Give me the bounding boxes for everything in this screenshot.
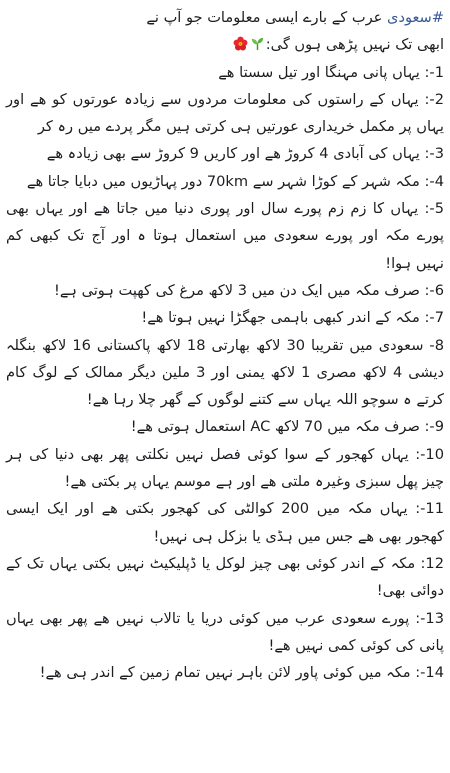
fact-5: 5-: یہاں کا زم زم پورے سال اور پوری دنیا میں جاتا ھے اور یہاں بھی پورے مکہ اور پورے سعودی میں استعمال ہوتا ہ اور آج تک کبھی کم نہیں ہوا! bbox=[6, 200, 444, 272]
sprout-icon bbox=[250, 36, 265, 51]
fact-7: 7-: مکہ کے اندر کبھی باہمی جھگڑا نہیں ہوتا ھے! bbox=[141, 309, 444, 327]
intro-text-line2: ابھی تک نہیں پڑھی ہوں گی: bbox=[265, 36, 444, 54]
fact-12: 12: مکہ کے اندر کوئی بھی چیز لوکل یا ڈپلیکیٹ نہیں بکتی یہاں تک کے دوائی بھی! bbox=[6, 554, 444, 600]
post-intro bbox=[6, 4, 444, 31]
fact-14: 14-: مکہ میں کوئی پاور لائن باہر نہیں تمام زمین کے اندر ہی ھے! bbox=[39, 664, 444, 682]
intro-text: عرب کے بارے ایسی معلومات جو آپ نے bbox=[146, 9, 388, 26]
fact-1: 1-: یہاں پانی مہنگا اور تیل سستا ھے bbox=[218, 63, 444, 81]
fact-2: 2-: یہاں کے راستوں کی معلومات مردوں سے زیادہ عورتوں کو ھے اور یہاں پر مکمل خریداری عورتیں ہی کرتی ہیں مگر پردے میں رہ کر bbox=[6, 90, 444, 136]
fact-11: 11-: یہاں مکہ میں 200 کوالٹی کی کھجور بکتی ھے اور ایک ایسی کھجور بھی ھے جس میں ہڈی یا بزکل ہی نہیں! bbox=[6, 500, 444, 545]
post-intro-line2 bbox=[6, 31, 444, 58]
hibiscus-icon bbox=[233, 36, 248, 51]
fact-4: 4-: مکہ شہر کے کوڑا شہر سے 70km دور پہاڑیوں میں دبایا جاتا ھے bbox=[26, 172, 444, 190]
fact-3: 3-: یہاں کی آبادی 4 کروڑ ھے اور کاریں 9 کروڑ سے بھی زیادہ ھے bbox=[46, 145, 444, 163]
fact-6: 6-: صرف مکہ میں ایک دن میں 3 لاکھ مرغ کی کھپت ہوتی ہے! bbox=[53, 281, 444, 299]
hashtag-link[interactable]: #سعودی bbox=[387, 9, 444, 26]
fact-9: 9-: صرف مکہ میں 70 لاکھ AC استعمال ہوتی ھے! bbox=[130, 418, 444, 436]
fact-13: 13-: پورے سعودی عرب میں کوئی دریا یا تالاب نہیں ھے پھر بھی یہاں پانی کی کوئی کمی نہیں ھے! bbox=[6, 609, 444, 654]
fact-8: 8- سعودی میں تقریبا 30 لاکھ بھارتی 18 لاکھ پاکستانی 16 لاکھ بنگلہ دیشی 4 لاکھ مصری 1 لاکھ یمنی اور 3 ملین دیگر ممالک کے لوگ کام کرتے ہ سوچو اللہ یہاں سے کتنے لوگوں کے گھر چلا رہا ھے! bbox=[6, 336, 445, 409]
fact-10: 10-: یہاں کھجور کے سوا کوئی فصل نہیں نکلتی پھر بھی دنیا کی ہر چیز پھل سبزی وغیرہ ملتی ھے اور ہے موسم یہاں پر بکتی ھے! bbox=[6, 445, 444, 491]
